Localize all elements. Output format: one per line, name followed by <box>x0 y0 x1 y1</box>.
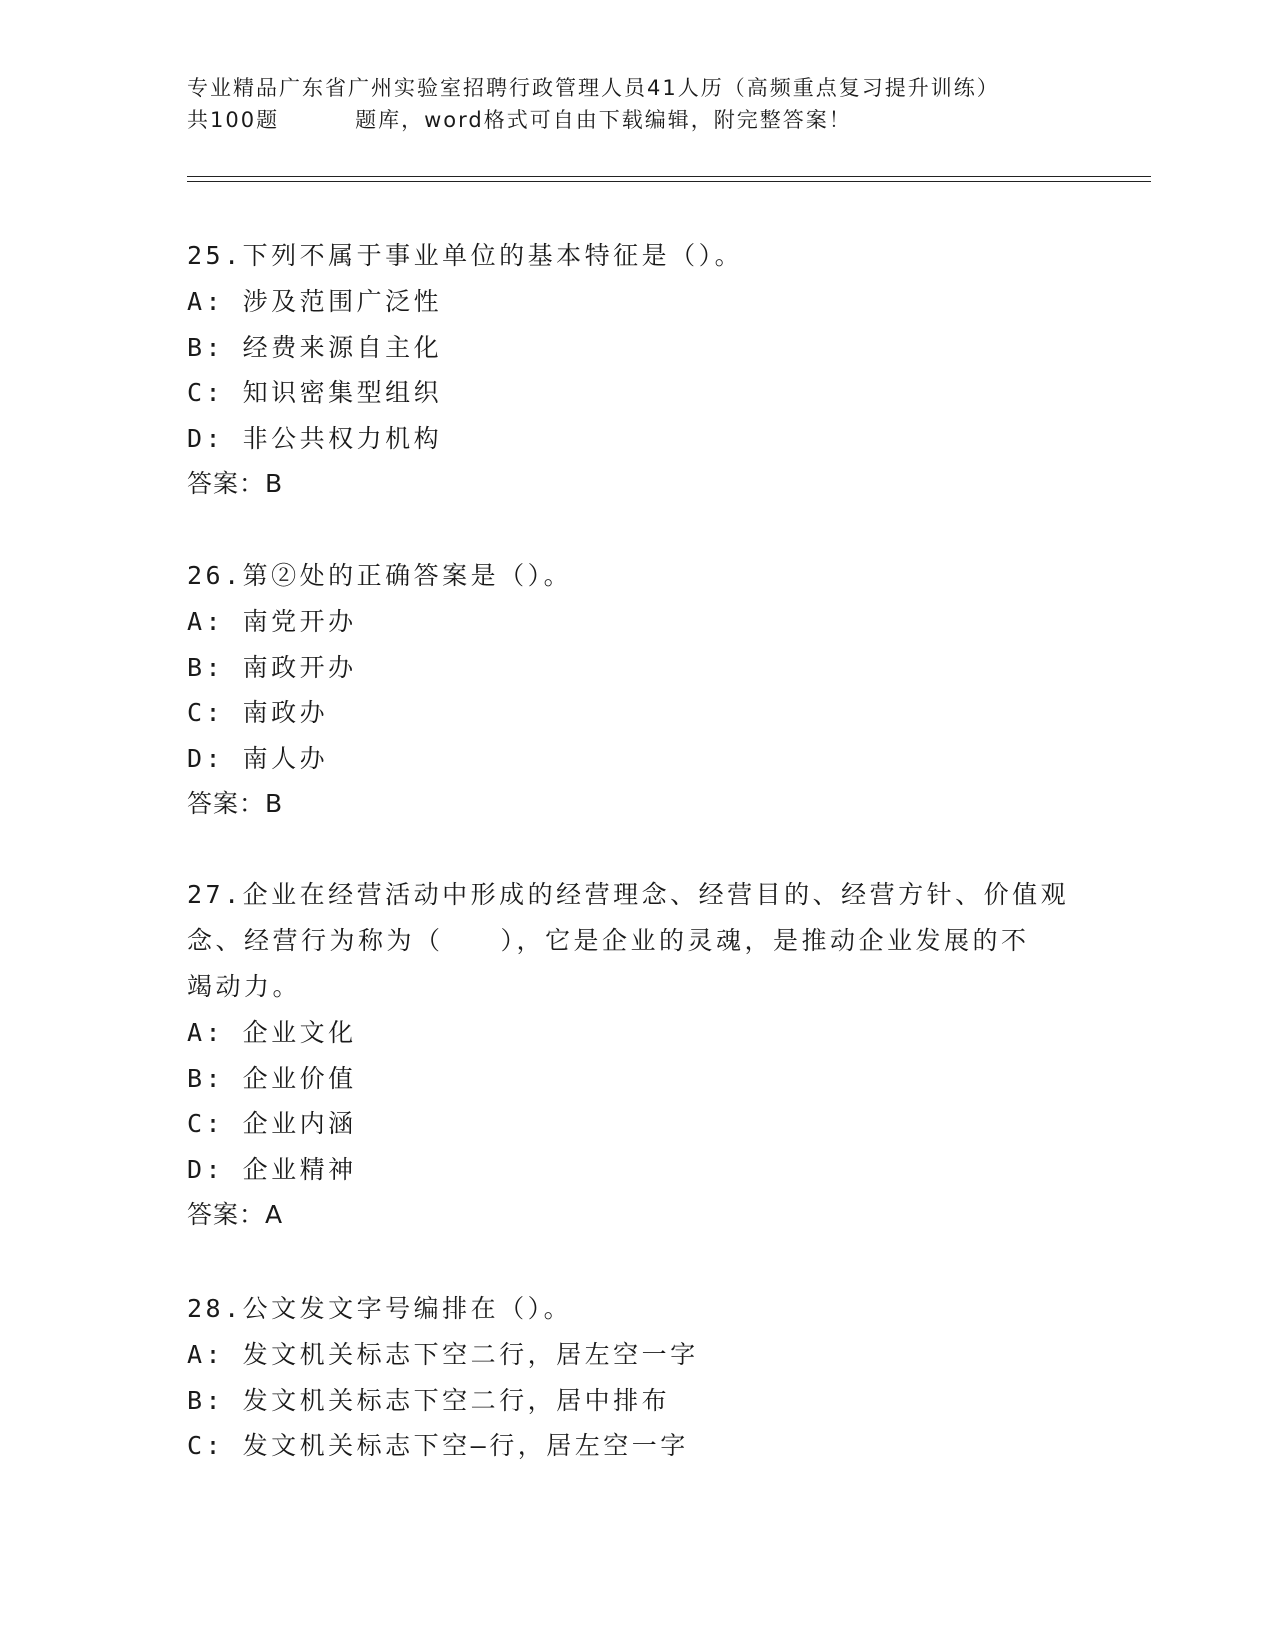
question-stem-line-2: 念、经营行为称为（ ），它是企业的灵魂，是推动企业发展的不 <box>187 926 1030 955</box>
header-subtitle-line <box>187 104 1107 136</box>
document-header <box>187 72 1107 136</box>
header-divider-top <box>187 176 1151 177</box>
option-d: D: 企业精神 <box>187 1154 357 1184</box>
option-b: B: 经费来源自主化 <box>187 332 443 362</box>
option-a: A: 南党开办 <box>187 607 357 636</box>
header-question-count: 共100题 <box>187 108 280 132</box>
answer-line: 答案：B <box>187 789 284 818</box>
option-a: A: 企业文化 <box>187 1018 357 1047</box>
question-28 <box>187 1286 1087 1469</box>
option-b: B: 南政开办 <box>187 652 357 682</box>
question-stem: 28.公文发文字号编排在（）。 <box>187 1294 573 1323</box>
option-b: B: 企业价值 <box>187 1063 357 1093</box>
header-divider-bottom <box>187 181 1151 182</box>
option-c: C: 企业内涵 <box>187 1109 357 1138</box>
answer-line: 答案：A <box>187 1200 284 1229</box>
answer-line: 答案：B <box>187 469 284 498</box>
question-stem: 26.第②处的正确答案是（）。 <box>187 561 573 590</box>
option-a: A: 发文机关标志下空二行，居左空一字 <box>187 1340 699 1369</box>
question-stem-line-3: 竭动力。 <box>187 972 302 1001</box>
option-c: C: 南政办 <box>187 698 329 727</box>
question-26 <box>187 553 1087 827</box>
option-a: A: 涉及范围广泛性 <box>187 287 443 316</box>
option-b: B: 发文机关标志下空二行，居中排布 <box>187 1385 671 1415</box>
header-title-line: 专业精品广东省广州实验室招聘行政管理人员41人历（高频重点复习提升训练） <box>187 76 1000 100</box>
question-25 <box>187 233 1087 507</box>
option-c: C: 知识密集型组织 <box>187 378 443 407</box>
question-27 <box>187 872 1087 1238</box>
question-stem: 25.下列不属于事业单位的基本特征是（）。 <box>187 241 744 270</box>
option-c: C: 发文机关标志下空—行，居左空一字 <box>187 1431 689 1460</box>
question-stem-line-1: 27.企业在经营活动中形成的经营理念、经营目的、经营方针、价值观 <box>187 880 1070 909</box>
header-description: 题库，word格式可自由下载编辑，附完整答案！ <box>355 108 852 132</box>
option-d: D: 南人办 <box>187 743 329 773</box>
option-d: D: 非公共权力机构 <box>187 423 443 453</box>
